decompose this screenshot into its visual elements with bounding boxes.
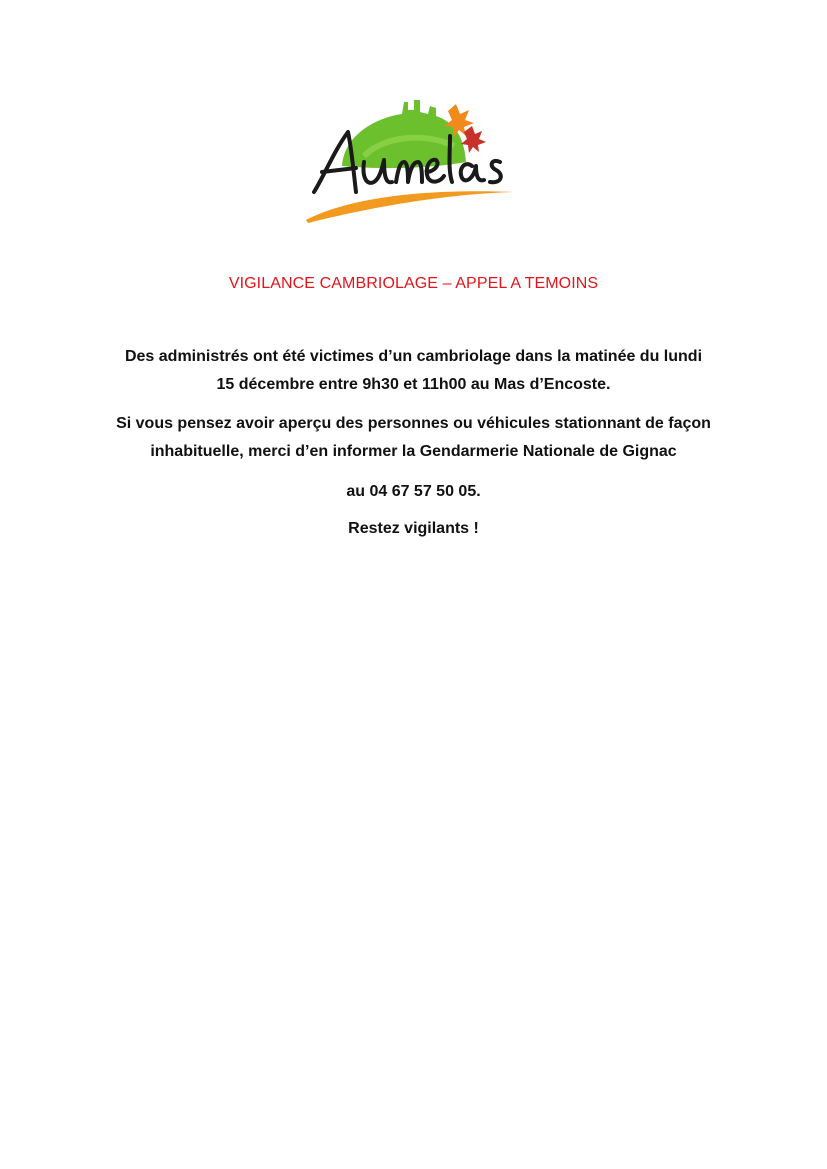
witness-request-paragraph xyxy=(0,410,827,466)
witness-line-2: inhabituelle, merci d’en informer la Gendarmerie Nationale de Gignac xyxy=(150,443,677,460)
aumelas-logo xyxy=(304,96,518,224)
closing-line: Restez vigilants ! xyxy=(348,520,479,537)
incident-line-2: 15 décembre entre 9h30 et 11h00 au Mas d’Encoste. xyxy=(216,376,611,393)
incident-paragraph xyxy=(0,343,827,399)
incident-line-1: Des administrés ont été victimes d’un cambriolage dans la matinée du lundi xyxy=(124,348,703,365)
page-title: VIGILANCE CAMBRIOLAGE – APPEL A TEMOINS xyxy=(228,275,599,292)
phone-number-line: au 04 67 57 50 05. xyxy=(346,483,481,500)
witness-line-1: Si vous pensez avoir aperçu des personnes ou véhicules stationnant de façon xyxy=(116,415,711,432)
aumelas-logo-image xyxy=(304,96,518,224)
